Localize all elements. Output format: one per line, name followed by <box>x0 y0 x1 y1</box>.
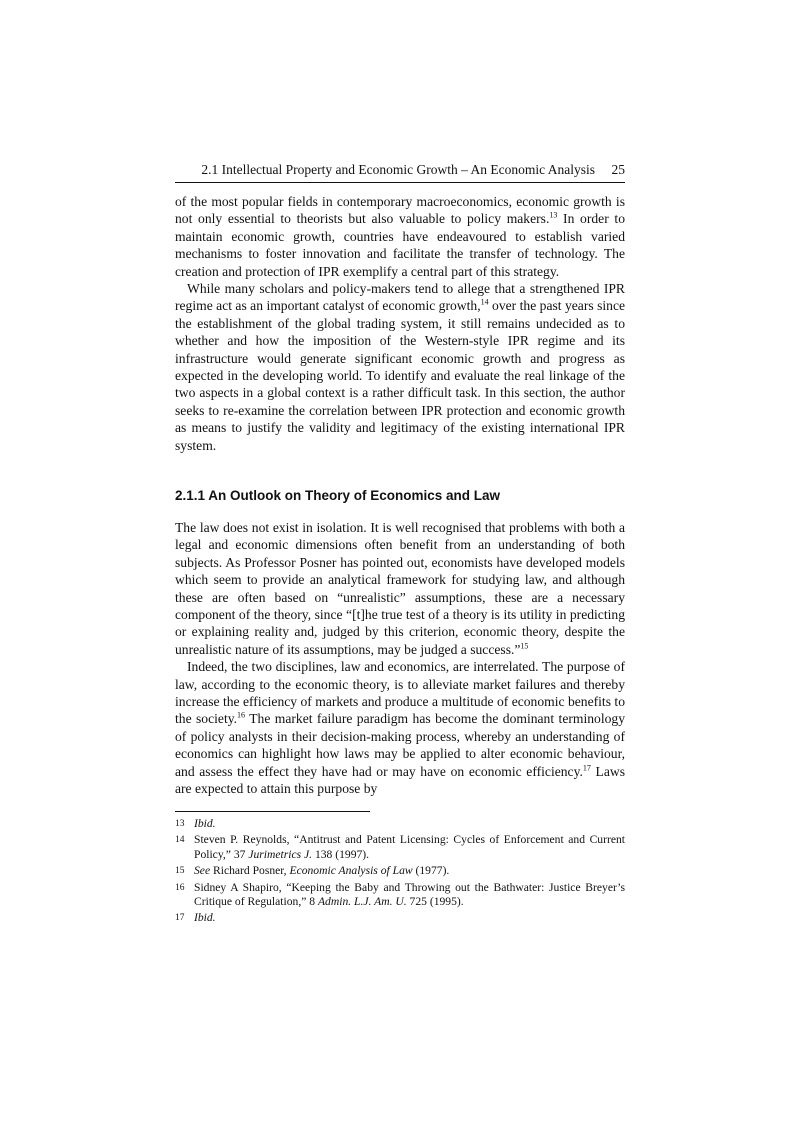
footnote-ref-15[interactable]: 15 <box>520 641 529 651</box>
paragraph-3: The law does not exist in isolation. It is well recognised that problems with both a legal and economic dimensions often benefit from an understanding of both subjects. As Professor Posner has pointed out, economists have developed models which seem to provide an analytical framework for studying law, and although these are often based on “unrealistic” assumptions, these are a necessary component of the theory, since “[t]he true test of a theory is its utility in predicting or explaining reality and, judged by this criterion, economic theory, despite the unrealistic nature of its assumptions, may be judged a success.”$^{15}$ <box>175 520 625 657</box>
footnote-ref-13[interactable]: 13 <box>549 210 558 220</box>
footnote-ref-14[interactable]: 14 <box>480 297 489 307</box>
paragraph-1: of the most popular fields in contemporary macroeconomics, economic growth is not only essential to theorists but also valuable to policy makers.$^{13}$ In order to maintain economic growth, countries have endeavoured to establish varied mechanisms to foster innovation and facilitate the transfer of technology. The creation and protection of IPR exemplify a central part of this strategy. <box>175 194 625 279</box>
running-title: 2.1 Intellectual Property and Economic Growth – An Economic Analysis <box>201 162 595 177</box>
footnotes <box>175 817 625 928</box>
body-block-1 <box>175 193 625 454</box>
footnote-14: 14 Steven P. Reynolds, “Antitrust and Patent Licensing: Cycles of Enforcement and Current Policy,” 37 Jurimetrics J. 138 (1997). <box>175 833 625 861</box>
running-header <box>175 160 625 183</box>
footnote-17: 17 Ibid. <box>175 911 216 925</box>
section-heading: 2.1.1 An Outlook on Theory of Economics and Law <box>175 488 501 503</box>
footnote-16: 16 Sidney A Shapiro, “Keeping the Baby and Throwing out the Bathwater: Justice Breyer’s Critique of Regulation,” 8 Admin. L.J. Am. U. 725 (1995). <box>175 880 625 909</box>
paragraph-4: Indeed, the two disciplines, law and economics, are interrelated. The purpose of law, according to the economic theory, is to alleviate market failures and thereby increase the efficiency of markets and produce a multitude of economic benefits to the society.$^{16}$ The market failure paradigm has become the dominant terminology of policy analysts in their decision-making process, whereby an understanding of economics can highlight how laws may be applied to alter economic behaviour, and assess the effect they have had or may have on economic efficiency.$^{17}$ Laws are expected to attain this purpose by <box>175 659 625 797</box>
page-number: 25 <box>611 162 625 177</box>
body-block-2 <box>175 519 625 798</box>
footnote-divider <box>175 811 370 812</box>
footnote-13: 13 Ibid. <box>175 817 216 830</box>
paragraph-2: While many scholars and policy-makers tend to allege that a strengthened IPR regime act as an important catalyst of economic growth,$^{14}$ over the past years since the establishment of the global trading system, it still remains undecided as to whether and how the imposition of the Western-style IPR regime and its infrastructure would generate significant economic growth and progress as expected in the developing world. To identify and evaluate the real linkage of the two aspects in a global context is a rather difficult task. In this section, the author seeks to re-examine the correlation between IPR protection and economic growth as means to justify the validity and legitimacy of the existing international IPR system. <box>175 281 626 453</box>
footnote-ref-16[interactable]: 16 <box>237 710 246 720</box>
footnote-15: 15 See Richard Posner, Economic Analysis of Law (1977). <box>175 864 450 878</box>
footnote-ref-17[interactable]: 17 <box>582 763 591 773</box>
